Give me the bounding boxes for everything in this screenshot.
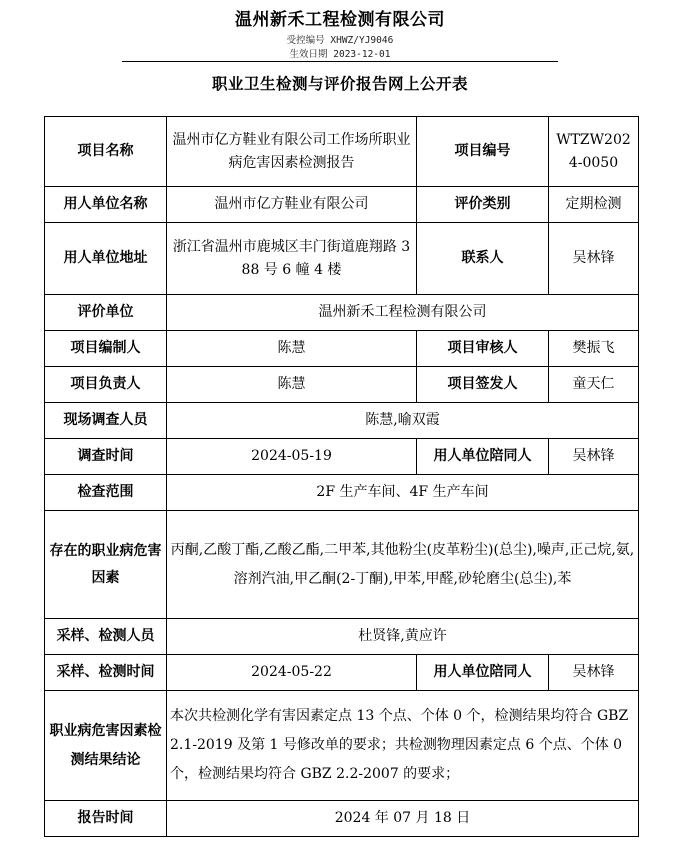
value-report-time: 2024 年 07 月 18 日 [167,801,639,837]
value-employer-escort-2: 吴林锋 [549,655,639,691]
value-inspection-scope: 2F 生产车间、4F 生产车间 [167,475,639,511]
label-conclusion: 职业病危害因素检测结果结论 [45,691,167,801]
label-employer-name: 用人单位名称 [45,187,167,223]
row-leader [45,367,639,403]
label-eval-type: 评价类别 [417,187,549,223]
value-conclusion: 本次共检测化学有害因素定点 13 个点、个体 0 个，检测结果均符合 GBZ 2.1-2019 及第 1 号修改单的要求；共检测物理因素定点 6 个点、个体 0 个，检测结果均符合 GBZ 2.2-2007 的要求； [167,691,639,801]
label-sampling-staff: 采样、检测人员 [45,619,167,655]
row-hazards [45,511,639,619]
row-employer-address [45,223,639,295]
label-hazards: 存在的职业病危害因素 [45,511,167,619]
row-survey-time [45,439,639,475]
value-employer-escort: 吴林锋 [549,439,639,475]
value-employer-address: 浙江省温州市鹿城区丰门街道鹿翔路 388 号 6 幢 4 楼 [167,223,417,295]
value-project-name: 温州市亿方鞋业有限公司工作场所职业病危害因素检测报告 [167,117,417,187]
company-name: 温州新禾工程检测有限公司 [235,10,445,30]
label-report-time: 报告时间 [45,801,167,837]
label-project-name: 项目名称 [45,117,167,187]
control-number: 受控编号 XHWZ/YJ9046 [286,35,394,46]
label-sampling-time: 采样、检测时间 [45,655,167,691]
row-inspection-scope [45,475,639,511]
label-employer-escort: 用人单位陪同人 [417,439,549,475]
value-survey-time: 2024-05-19 [167,439,417,475]
row-report-time [45,801,639,837]
document-title: 职业卫生检测与评价报告网上公开表 [211,74,468,93]
value-signer: 童天仁 [549,367,639,403]
label-employer-address: 用人单位地址 [45,223,167,295]
value-eval-type: 定期检测 [549,187,639,223]
label-inspection-scope: 检查范围 [45,475,167,511]
label-signer: 项目签发人 [417,367,549,403]
header-divider [122,61,558,62]
value-project-no: WTZW2024-0050 [549,117,639,187]
value-sampling-time: 2024-05-22 [167,655,417,691]
value-sampling-staff: 杜贤锋,黄应许 [167,619,639,655]
label-survey-staff: 现场调查人员 [45,403,167,439]
label-compiler: 项目编制人 [45,331,167,367]
row-sampling-time [45,655,639,691]
row-project-name [45,117,639,187]
value-contact: 吴林锋 [549,223,639,295]
label-contact: 联系人 [417,223,549,295]
value-hazards: 丙酮,乙酸丁酯,乙酸乙酯,二甲苯,其他粉尘(皮革粉尘)(总尘),噪声,正己烷,氨,溶剂汽油,甲乙酮(2-丁酮),甲苯,甲醛,砂轮磨尘(总尘),苯 [167,511,639,619]
row-survey-staff [45,403,639,439]
row-employer-name [45,187,639,223]
effective-date: 生效日期 2023-12-01 [289,49,391,60]
row-sampling-staff [45,619,639,655]
value-reviewer: 樊振飞 [549,331,639,367]
value-compiler: 陈慧 [167,331,417,367]
label-eval-unit: 评价单位 [45,295,167,331]
label-survey-time: 调查时间 [45,439,167,475]
label-employer-escort-2: 用人单位陪同人 [417,655,549,691]
value-leader: 陈慧 [167,367,417,403]
value-eval-unit: 温州新禾工程检测有限公司 [167,295,639,331]
label-project-no: 项目编号 [417,117,549,187]
label-reviewer: 项目审核人 [417,331,549,367]
value-survey-staff: 陈慧,喻双霞 [167,403,639,439]
row-conclusion [45,691,639,801]
report-table [44,116,639,837]
label-leader: 项目负责人 [45,367,167,403]
row-compiler [45,331,639,367]
value-employer-name: 温州市亿方鞋业有限公司 [167,187,417,223]
row-eval-unit [45,295,639,331]
